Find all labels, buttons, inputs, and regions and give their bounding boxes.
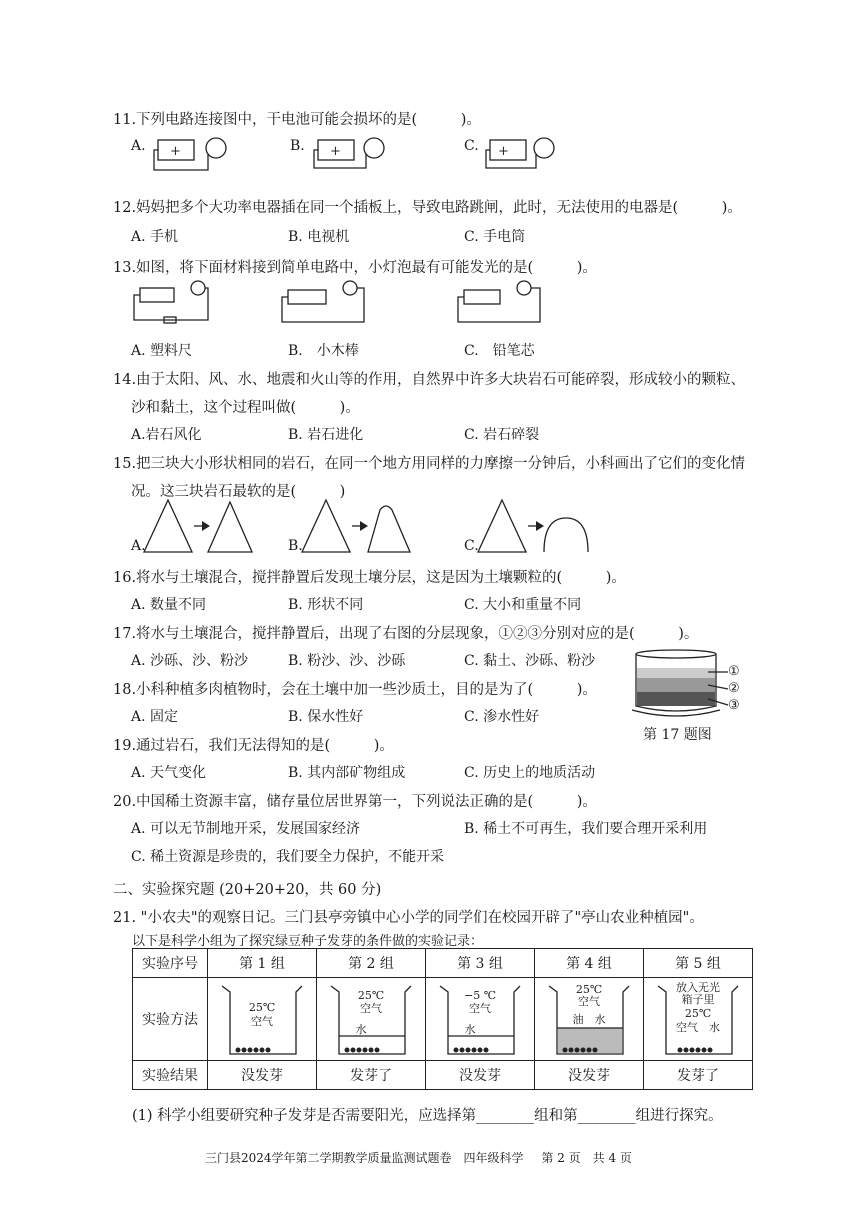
q21-intro: 以下是科学小组为了探究绿豆种子发芽的条件做的实验记录： xyxy=(132,934,484,949)
q19-option-a: A. 天气变化 xyxy=(131,765,207,781)
q20-stem: 20.中国稀土资源丰富，储存量位居世界第一，下列说法正确的是( )。 xyxy=(113,794,597,810)
q17-option-c: C. 黏土、沙砾、粉沙 xyxy=(464,653,596,669)
q17-option-a: A. 沙砾、沙、粉沙 xyxy=(131,653,249,669)
method-cell-1 xyxy=(208,978,317,1061)
q21-subquestion-1: (1) 科学小组要研究种子发芽是否需要阳光，应选择第________组和第________组进行探究。 xyxy=(132,1108,723,1124)
method-3-line-1: −5 ℃ xyxy=(463,989,497,1002)
q14-option-a: A.岩石风化 xyxy=(131,427,202,443)
q20-option-a: A. 可以无节制地开采，发展国家经济 xyxy=(131,821,361,837)
q11-option-b: B. xyxy=(290,138,305,154)
q11-circuit-c xyxy=(480,134,560,176)
q16-option-a: A. 数量不同 xyxy=(131,597,207,613)
q15-option-b: B. xyxy=(288,538,303,554)
result-cell-1: 没发芽 xyxy=(208,1061,317,1090)
q14-stem-line2: 沙和黏土，这个过程叫做( )。 xyxy=(131,400,360,416)
q17-stem: 17.将水与土壤混合，搅拌静置后，出现了右图的分层现象，①②③分别对应的是( )。 xyxy=(113,626,699,642)
q21-stem: 21. "小农夫"的观察日记。三门县亭旁镇中心小学的同学们在校园开辟了"亭山农业种植园"。 xyxy=(113,910,704,926)
method-5-line-1: 放入无光 xyxy=(676,981,720,994)
row-header-number: 实验序号 xyxy=(133,949,208,978)
q15-stem-line1: 15.把三块大小形状相同的岩石，在同一个地方用同样的力摩擦一分钟后，小科画出了它们的变化情 xyxy=(113,456,746,472)
q12-stem: 12.妈妈把多个大功率电器插在同一个插板上，导致电路跳闸，此时，无法使用的电器是( )。 xyxy=(113,200,742,216)
method-3-line-2: 空气 xyxy=(469,1002,491,1015)
q15-stem-line2: 况。这三块岩石最软的是( ) xyxy=(131,484,346,500)
q15-option-c: C. xyxy=(464,538,479,554)
method-2-line-2: 空气 xyxy=(360,1002,382,1015)
q20-option-b: B. 稀土不可再生，我们要合理开采利用 xyxy=(464,821,708,837)
method-5-line-3: 25℃ xyxy=(684,1007,712,1020)
method-5-air-water: 空气 水 xyxy=(676,1021,720,1034)
result-cell-5: 发芽了 xyxy=(644,1061,753,1090)
q12-option-b: B. 电视机 xyxy=(288,229,350,245)
result-cell-2: 发芽了 xyxy=(317,1061,426,1090)
result-cell-3: 没发芽 xyxy=(426,1061,535,1090)
q17-marker-2: ② xyxy=(728,681,740,696)
table-row-header xyxy=(133,949,753,978)
q15-option-a: A. xyxy=(131,538,146,554)
q18-option-b: B. 保水性好 xyxy=(288,709,364,725)
q18-option-a: A. 固定 xyxy=(131,709,179,725)
q13-circuit-b xyxy=(280,276,370,326)
result-cell-4: 没发芽 xyxy=(535,1061,644,1090)
method-4-oil-water: 油 水 xyxy=(572,1013,606,1026)
method-4-line-2: 空气 xyxy=(578,995,600,1008)
q16-stem: 16.将水与土壤混合，搅拌静置后发现土壤分层，这是因为土壤颗粒的( )。 xyxy=(113,570,626,586)
method-1-line-1: 25℃ xyxy=(248,1001,276,1014)
q17-marker-3: ③ xyxy=(728,698,740,713)
q17-figure-caption: 第 17 题图 xyxy=(643,727,712,743)
method-cell-2 xyxy=(317,978,426,1061)
q11-stem: 11.下列电路连接图中，干电池可能会损坏的是( )。 xyxy=(113,112,481,128)
footer-title: 三门县2024学年第二学期教学质量监测试题卷 四年级科学 xyxy=(205,1151,524,1165)
q13-option-c: C. 铅笔芯 xyxy=(464,343,535,359)
q13-option-b: B. 小木棒 xyxy=(288,343,359,359)
q16-option-b: B. 形状不同 xyxy=(288,597,364,613)
q15-rock-a xyxy=(142,496,262,556)
group-header-3: 第 3 组 xyxy=(426,949,535,978)
method-4-line-1: 25℃ xyxy=(575,983,603,996)
svg-text:+: + xyxy=(498,144,509,159)
group-header-4: 第 4 组 xyxy=(535,949,644,978)
method-3-water: 水 xyxy=(464,1023,476,1036)
table-row-result xyxy=(133,1061,753,1090)
group-header-2: 第 2 组 xyxy=(317,949,426,978)
method-5-line-2: 箱子里 xyxy=(681,993,715,1006)
q11-option-c: C. xyxy=(464,138,479,154)
q15-rock-b xyxy=(298,496,418,556)
method-cell-3 xyxy=(426,978,535,1061)
group-header-5: 第 5 组 xyxy=(644,949,753,978)
q19-option-c: C. 历史上的地质活动 xyxy=(464,765,596,781)
row-header-result: 实验结果 xyxy=(133,1061,208,1090)
page-footer xyxy=(205,1149,646,1166)
svg-text:+: + xyxy=(330,144,341,159)
q14-option-b: B. 岩石进化 xyxy=(288,427,364,443)
method-2-water: 水 xyxy=(355,1023,367,1036)
q11-option-a: A. xyxy=(131,138,146,154)
q11-circuit-b xyxy=(308,134,388,176)
q20-option-c: C. 稀土资源是珍贵的，我们要全力保护，不能开采 xyxy=(131,849,445,865)
q11-circuit-a xyxy=(152,134,232,176)
row-header-method: 实验方法 xyxy=(133,978,208,1061)
q17-marker-1: ① xyxy=(728,664,740,679)
q12-option-a: A. 手机 xyxy=(131,229,179,245)
q18-stem: 18.小科种植多肉植物时，会在土壤中加一些沙质土，目的是为了( )。 xyxy=(113,682,597,698)
q13-circuit-a xyxy=(132,276,212,326)
method-1-line-2: 空气 xyxy=(251,1015,273,1028)
q13-stem: 13.如图，将下面材料接到简单电路中，小灯泡最有可能发光的是( )。 xyxy=(113,260,597,276)
section2-heading: 二、实验探究题 (20+20+20，共 60 分) xyxy=(113,882,382,898)
q19-stem: 19.通过岩石，我们无法得知的是( )。 xyxy=(113,738,394,754)
q16-option-c: C. 大小和重量不同 xyxy=(464,597,582,613)
table-row-method xyxy=(133,978,753,1061)
q13-option-a: A. 塑料尺 xyxy=(131,343,193,359)
q12-option-c: C. 手电筒 xyxy=(464,229,526,245)
q17-option-b: B. 粉沙、沙、沙砾 xyxy=(288,653,406,669)
q19-option-b: B. 其内部矿物组成 xyxy=(288,765,406,781)
q13-circuit-c xyxy=(456,276,546,326)
method-cell-4 xyxy=(535,978,644,1061)
experiment-table xyxy=(132,948,753,1090)
q18-option-c: C. 渗水性好 xyxy=(464,709,540,725)
q15-rock-c xyxy=(474,496,594,556)
method-cell-5 xyxy=(644,978,753,1061)
q14-option-c: C. 岩石碎裂 xyxy=(464,427,540,443)
svg-text:+: + xyxy=(170,144,181,159)
method-2-line-1: 25℃ xyxy=(357,989,385,1002)
q14-stem-line1: 14.由于太阳、风、水、地震和火山等的作用，自然界中许多大块岩石可能碎裂，形成较小的颗粒、 xyxy=(113,372,746,388)
footer-page-number: 第 2 页 共 4 页 xyxy=(541,1151,632,1165)
group-header-1: 第 1 组 xyxy=(208,949,317,978)
